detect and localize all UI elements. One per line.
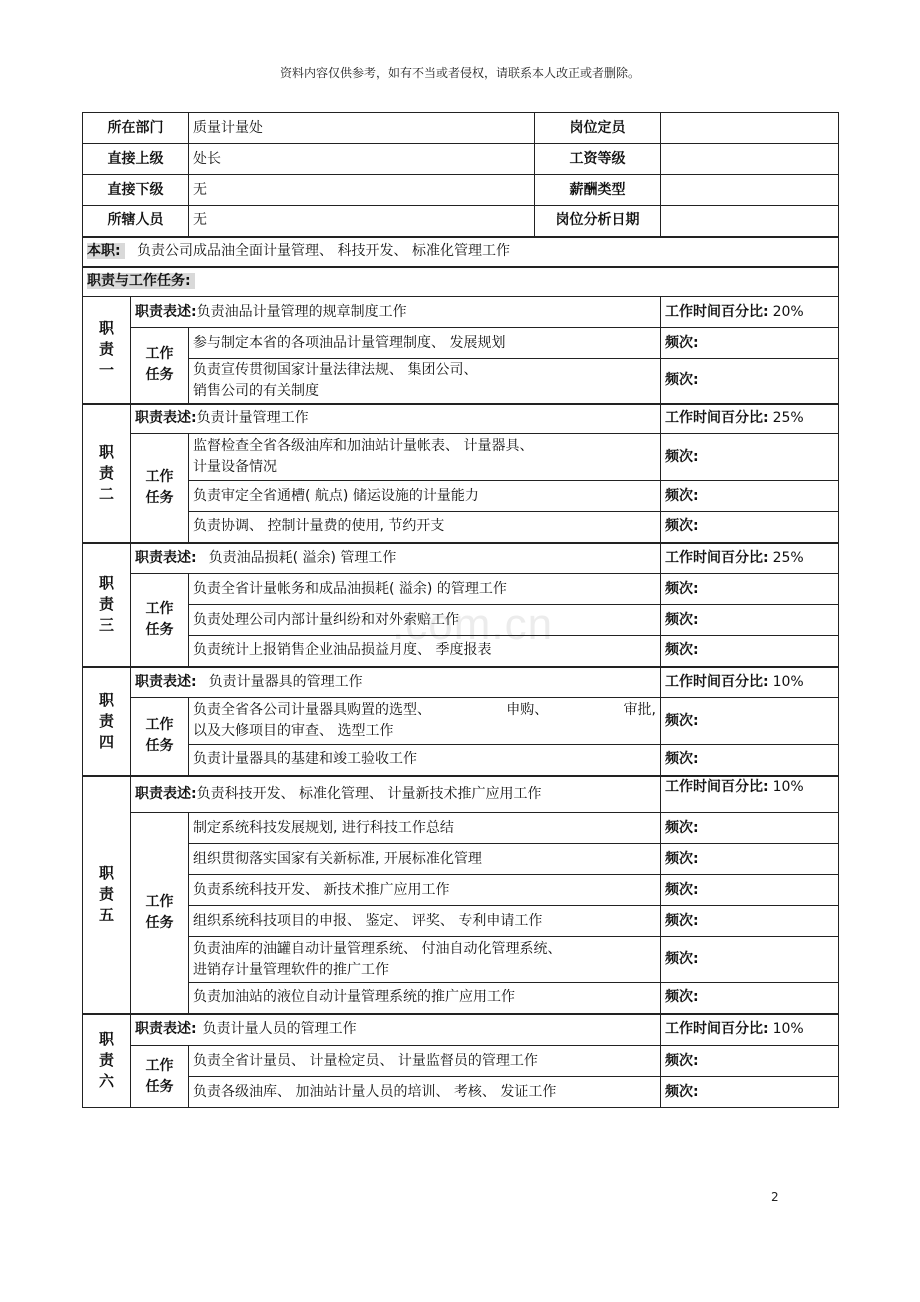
duty-description: 职责表述:负责计量管理工作 xyxy=(131,404,661,434)
tasks-heading-row xyxy=(83,267,839,297)
superior-value: 处长 xyxy=(189,144,535,175)
task-group-label: 工作 任务 xyxy=(131,574,189,667)
task-item: 负责处理公司内部计量纠纷和对外索赔工作 xyxy=(189,605,661,636)
task-frequency: 频次: xyxy=(661,605,839,636)
watermark-text: .com.cn xyxy=(392,600,554,649)
task-frequency: 频次: xyxy=(661,1046,839,1077)
task-frequency: 频次: xyxy=(661,813,839,844)
dept-value: 质量计量处 xyxy=(189,113,535,144)
grade-label: 工资等级 xyxy=(535,144,661,175)
task-item: 参与制定本省的各项油品计量管理制度、 发展规划 xyxy=(189,328,661,359)
duty-group-label: 职 责 六 xyxy=(83,1014,131,1108)
duty-time-percentage: 工作时间百分比: 10% xyxy=(661,1014,839,1046)
duty-group-label: 职 责 五 xyxy=(83,776,131,1014)
duty-group-label: 职 责 二 xyxy=(83,404,131,543)
task-item: 组织系统科技项目的申报、 鉴定、 评奖、 专利申请工作 xyxy=(189,906,661,937)
duty-time-percentage: 工作时间百分比: 10% xyxy=(661,776,839,813)
task-item: 负责全省计量员、 计量检定员、 计量监督员的管理工作 xyxy=(189,1046,661,1077)
task-group-label: 工作 任务 xyxy=(131,1046,189,1108)
analysis-date-value xyxy=(661,206,839,237)
task-item: 负责加油站的液位自动计量管理系统的推广应用工作 xyxy=(189,983,661,1014)
task-item: 组织贯彻落实国家有关新标准, 开展标准化管理 xyxy=(189,844,661,875)
task-frequency: 频次: xyxy=(661,698,839,745)
duty-group-label: 职 责 三 xyxy=(83,543,131,667)
header-note: 资料内容仅供参考，如有不当或者侵权，请联系本人改正或者删除。 xyxy=(279,66,640,80)
duty-time-percentage: 工作时间百分比: 25% xyxy=(661,404,839,434)
task-group-label: 工作 任务 xyxy=(131,813,189,1014)
dept-label: 所在部门 xyxy=(83,113,189,144)
duty-group-label: 职 责 四 xyxy=(83,667,131,776)
task-frequency: 频次: xyxy=(661,574,839,605)
page-number: 2 xyxy=(771,1190,779,1204)
duty-time-percentage: 工作时间百分比: 20% xyxy=(661,297,839,328)
pay-type-label: 薪酬类型 xyxy=(535,175,661,206)
task-item: 制定系统科技发展规划, 进行科技工作总结 xyxy=(189,813,661,844)
task-frequency: 频次: xyxy=(661,937,839,983)
task-frequency: 频次: xyxy=(661,636,839,667)
task-group-label: 工作 任务 xyxy=(131,434,189,543)
staff-label: 所辖人员 xyxy=(83,206,189,237)
task-frequency: 频次: xyxy=(661,481,839,512)
staff-value: 无 xyxy=(189,206,535,237)
task-item: 负责协调、 控制计量费的使用, 节约开支 xyxy=(189,512,661,543)
task-frequency: 频次: xyxy=(661,1077,839,1108)
duty-label: 本职: xyxy=(87,243,125,259)
quota-label: 岗位定员 xyxy=(535,113,661,144)
duty-time-percentage: 工作时间百分比: 25% xyxy=(661,543,839,574)
task-frequency: 频次: xyxy=(661,359,839,404)
superior-label: 直接上级 xyxy=(83,144,189,175)
task-item: 负责计量器具的基建和竣工验收工作 xyxy=(189,745,661,776)
task-item: 负责全省计量帐务和成品油损耗( 溢余) 的管理工作 xyxy=(189,574,661,605)
duty-description: 职责表述:负责油品计量管理的规章制度工作 xyxy=(131,297,661,328)
task-item: 负责各级油库、 加油站计量人员的培训、 考核、 发证工作 xyxy=(189,1077,661,1108)
task-frequency: 频次: xyxy=(661,844,839,875)
duty-text: 负责公司成品油全面计量管理、 科技开发、 标准化管理工作 xyxy=(137,243,510,259)
quota-value xyxy=(661,113,839,144)
task-frequency: 频次: xyxy=(661,875,839,906)
tasks-heading: 职责与工作任务: xyxy=(87,273,195,289)
duty-description: 职责表述: 负责计量人员的管理工作 xyxy=(131,1014,661,1046)
analysis-date-label: 岗位分析日期 xyxy=(535,206,661,237)
duty-row xyxy=(83,237,839,267)
subordinate-value: 无 xyxy=(189,175,535,206)
duty-group-label: 职 责 一 xyxy=(83,297,131,404)
pay-type-value xyxy=(661,175,839,206)
task-group-label: 工作 任务 xyxy=(131,328,189,404)
task-frequency: 频次: xyxy=(661,983,839,1014)
task-item: 负责油库的油罐自动计量管理系统、 付油自动化管理系统、 进销存计量管理软件的推广工作 xyxy=(189,937,661,983)
task-frequency: 频次: xyxy=(661,328,839,359)
grade-value xyxy=(661,144,839,175)
duty-description: 职责表述: 负责油品损耗( 溢余) 管理工作 xyxy=(131,543,661,574)
duty-time-percentage: 工作时间百分比: 10% xyxy=(661,667,839,698)
task-frequency: 频次: xyxy=(661,906,839,937)
task-item: 监督检查全省各级油库和加油站计量帐表、 计量器具、 计量设备情况 xyxy=(189,434,661,481)
task-item: 负责统计上报销售企业油品损益月度、 季度报表 xyxy=(189,636,661,667)
task-frequency: 频次: xyxy=(661,512,839,543)
task-item: 负责宣传贯彻国家计量法律法规、 集团公司、 销售公司的有关制度 xyxy=(189,359,661,404)
task-frequency: 频次: xyxy=(661,434,839,481)
task-group-label: 工作 任务 xyxy=(131,698,189,776)
task-frequency: 频次: xyxy=(661,745,839,776)
subordinate-label: 直接下级 xyxy=(83,175,189,206)
job-description-table xyxy=(82,112,839,1108)
duty-description: 职责表述:负责科技开发、 标准化管理、 计量新技术推广应用工作 xyxy=(131,776,661,813)
task-item: 负责全省各公司计量器具购置的选型、 申购、 审批, 以及大修项目的审查、 选型工作 xyxy=(189,698,661,745)
duty-description: 职责表述: 负责计量器具的管理工作 xyxy=(131,667,661,698)
task-item: 负责审定全省通槽( 航点) 储运设施的计量能力 xyxy=(189,481,661,512)
task-item: 负责系统科技开发、 新技术推广应用工作 xyxy=(189,875,661,906)
